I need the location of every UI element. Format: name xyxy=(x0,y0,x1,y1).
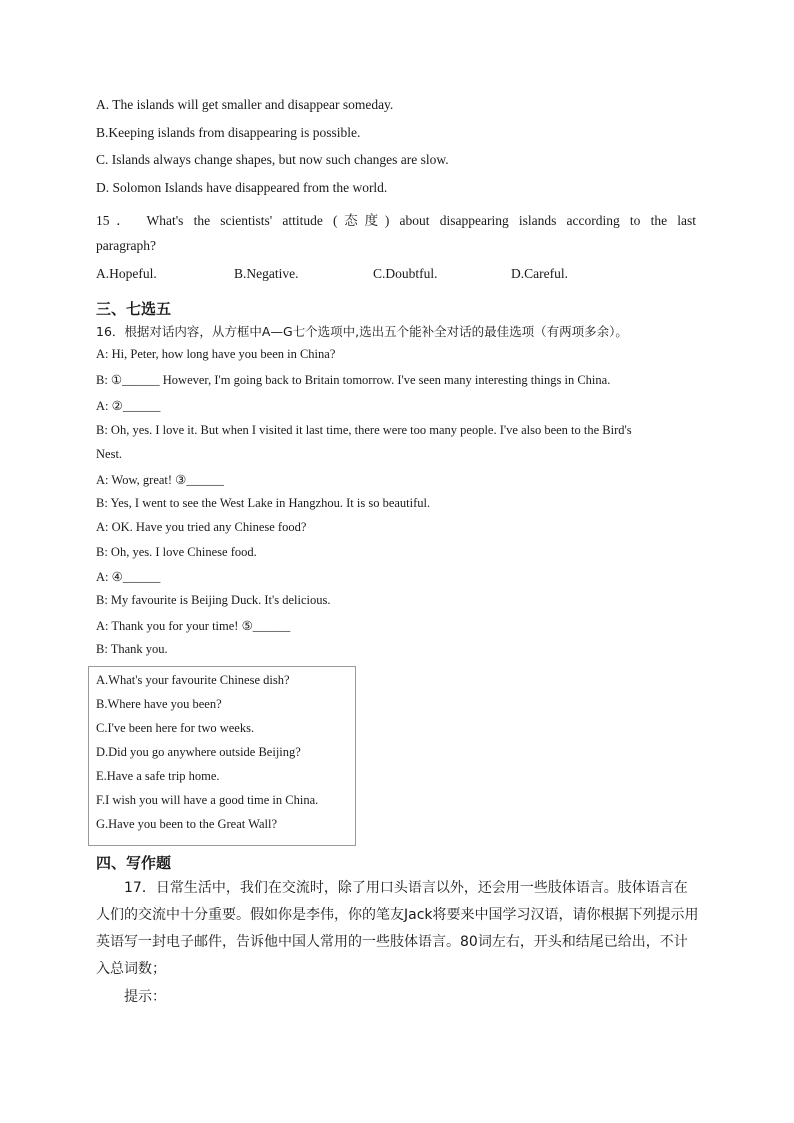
section-heading-seven-five: 三、七选五 xyxy=(96,300,172,318)
q15-option-a: A.Hopeful. xyxy=(96,266,157,281)
q14-option-c: C. Islands always change shapes, but now such changes are slow. xyxy=(96,152,449,167)
q14-option-a: A. The islands will get smaller and disappear someday. xyxy=(96,97,394,112)
box-option-e: E.Have a safe trip home. xyxy=(96,769,220,783)
box-option-c: C.I've been here for two weeks. xyxy=(96,721,255,735)
dialogue-line: B: ①______ However, I'm going back to Britain tomorrow. I've seen many interesting things in China. xyxy=(96,373,611,387)
q15-option-d: D.Careful. xyxy=(511,266,568,281)
q14-option-d: D. Solomon Islands have disappeared from the world. xyxy=(96,180,388,195)
dialogue-line: A: ④______ xyxy=(96,570,161,584)
section3-instruction: 16．根据对话内容，从方框中A—G七个选项中,选出五个能补全对话的最佳选项（有两项多余）。 xyxy=(96,324,628,339)
dialogue-line: A: Wow, great! ③______ xyxy=(96,473,224,487)
dialogue-line: Nest. xyxy=(96,447,123,461)
dialogue-line: B: Oh, yes. I love it. But when I visited it last time, there were too many people. I've also been to the Bird's xyxy=(96,423,632,437)
writing-prompt-line: 人们的交流中十分重要。假如你是李伟，你的笔友Jack将要来中国学习汉语，请你根据下列提示用 xyxy=(96,907,699,923)
dialogue-line: A: Thank you for your time! ⑤______ xyxy=(96,619,291,633)
dialogue-line: A: ②______ xyxy=(96,399,161,413)
box-option-a: A.What's your favourite Chinese dish? xyxy=(96,673,290,687)
q14-option-b: B.Keeping islands from disappearing is possible. xyxy=(96,125,361,140)
writing-prompt-line: 17．日常生活中，我们在交流时，除了用口头语言以外，还会用一些肢体语言。肢体语言在 xyxy=(124,880,688,896)
dialogue-line: B: Oh, yes. I love Chinese food. xyxy=(96,545,257,559)
writing-prompt-line: 入总词数； xyxy=(96,961,166,977)
dialogue-line: B: My favourite is Beijing Duck. It's delicious. xyxy=(96,593,331,607)
box-option-g: G.Have you been to the Great Wall? xyxy=(96,817,277,831)
box-option-b: B.Where have you been? xyxy=(96,697,222,711)
dialogue-line: B: Yes, I went to see the West Lake in Hangzhou. It is so beautiful. xyxy=(96,496,431,510)
dialogue-line: A: Hi, Peter, how long have you been in China? xyxy=(96,347,336,361)
section-heading-writing: 四、写作题 xyxy=(96,854,172,872)
options-box xyxy=(88,666,356,846)
writing-prompt-line: 英语写一封电子邮件，告诉他中国人常用的一些肢体语言。80词左右，开头和结尾已给出，不计 xyxy=(96,934,688,950)
dialogue-line: A: OK. Have you tried any Chinese food? xyxy=(96,520,307,534)
writing-hint-label: 提示： xyxy=(124,989,166,1005)
q15-question-line2: paragraph? xyxy=(96,238,156,253)
q15-question-line1: 15． What's the scientists' attitude (态度) about disappearing islands according to the last xyxy=(96,213,696,228)
box-option-f: F.I wish you will have a good time in China. xyxy=(96,793,319,807)
q15-option-c: C.Doubtful. xyxy=(373,266,438,281)
box-option-d: D.Did you go anywhere outside Beijing? xyxy=(96,745,301,759)
dialogue-line: B: Thank you. xyxy=(96,642,168,656)
q15-option-b: B.Negative. xyxy=(234,266,299,281)
